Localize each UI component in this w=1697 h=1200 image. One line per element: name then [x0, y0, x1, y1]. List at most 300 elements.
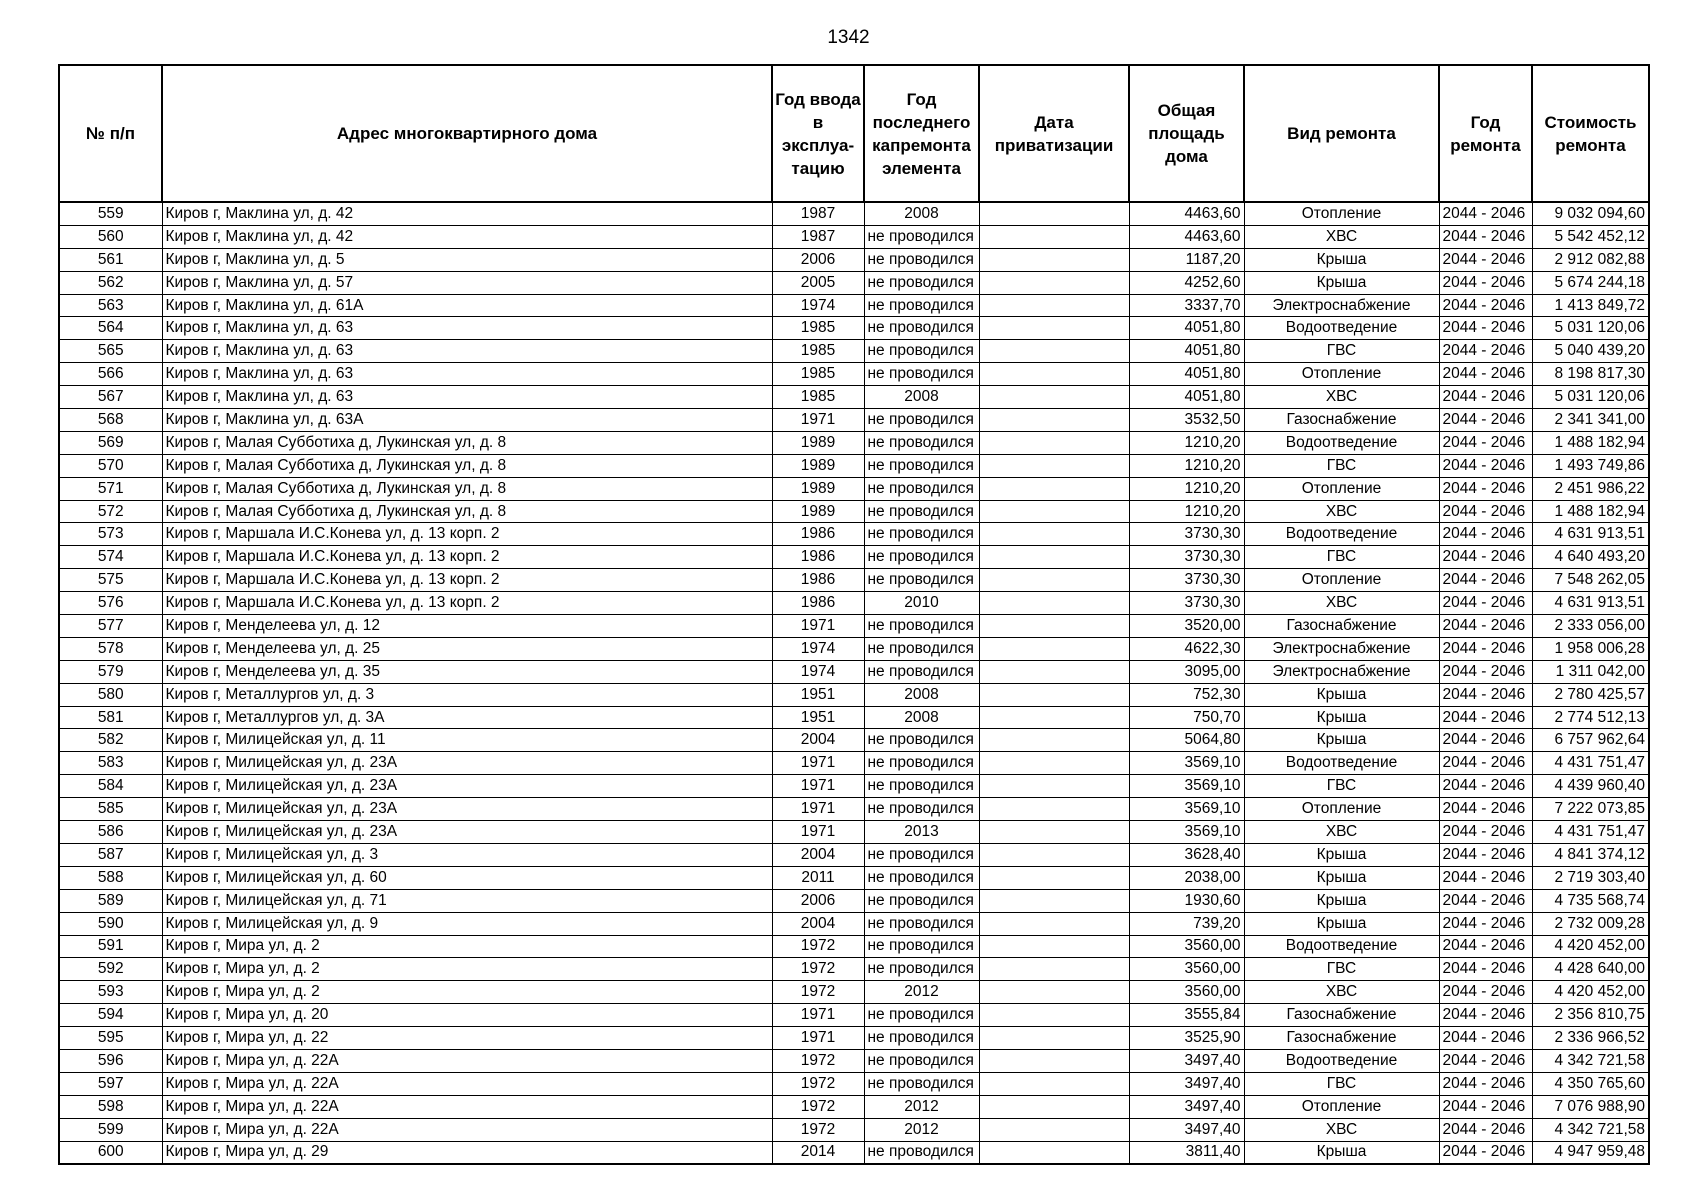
row-year-built: 1972 [772, 1049, 864, 1072]
table-row [59, 637, 1649, 660]
row-last-repair: не проводился [864, 317, 979, 340]
row-area: 4051,80 [1129, 317, 1244, 340]
row-privatization [979, 340, 1129, 363]
row-area: 3532,50 [1129, 409, 1244, 432]
row-privatization [979, 958, 1129, 981]
row-last-repair: не проводился [864, 500, 979, 523]
row-area: 3730,30 [1129, 569, 1244, 592]
row-repair-period: 2044 - 2046 [1439, 546, 1532, 569]
row-cost: 4 428 640,00 [1532, 958, 1649, 981]
row-last-repair: не проводился [864, 729, 979, 752]
row-address: Киров г, Маклина ул, д. 5 [162, 248, 772, 271]
row-number: 579 [59, 660, 162, 683]
row-last-repair: не проводился [864, 752, 979, 775]
row-area: 3497,40 [1129, 1095, 1244, 1118]
row-privatization [979, 1004, 1129, 1027]
row-cost: 1 488 182,94 [1532, 500, 1649, 523]
row-address: Киров г, Мира ул, д. 22А [162, 1072, 772, 1095]
row-area: 4252,60 [1129, 271, 1244, 294]
row-number: 564 [59, 317, 162, 340]
table-row [59, 935, 1649, 958]
row-privatization [979, 271, 1129, 294]
table-row [59, 523, 1649, 546]
table-row [59, 271, 1649, 294]
row-number: 588 [59, 866, 162, 889]
row-privatization [979, 409, 1129, 432]
row-repair-kind: Отопление [1244, 798, 1439, 821]
row-area: 3569,10 [1129, 798, 1244, 821]
table-row [59, 500, 1649, 523]
row-last-repair: не проводился [864, 843, 979, 866]
row-repair-kind: Электроснабжение [1244, 660, 1439, 683]
row-number: 574 [59, 546, 162, 569]
row-privatization [979, 294, 1129, 317]
row-privatization [979, 615, 1129, 638]
row-repair-kind: Газоснабжение [1244, 1004, 1439, 1027]
row-address: Киров г, Маклина ул, д. 63А [162, 409, 772, 432]
row-last-repair: 2008 [864, 386, 979, 409]
row-area: 3497,40 [1129, 1072, 1244, 1095]
row-privatization [979, 202, 1129, 225]
row-area: 3628,40 [1129, 843, 1244, 866]
table-row [59, 775, 1649, 798]
row-number: 559 [59, 202, 162, 225]
row-privatization [979, 843, 1129, 866]
row-repair-kind: ГВС [1244, 1072, 1439, 1095]
row-area: 4463,60 [1129, 225, 1244, 248]
row-area: 3525,90 [1129, 1027, 1244, 1050]
row-year-built: 1974 [772, 637, 864, 660]
row-last-repair: не проводился [864, 431, 979, 454]
row-repair-period: 2044 - 2046 [1439, 912, 1532, 935]
row-repair-kind: Отопление [1244, 1095, 1439, 1118]
page-number: 1342 [827, 27, 870, 48]
row-address: Киров г, Менделеева ул, д. 35 [162, 660, 772, 683]
row-repair-period: 2044 - 2046 [1439, 225, 1532, 248]
row-last-repair: не проводился [864, 409, 979, 432]
row-year-built: 2011 [772, 866, 864, 889]
row-number: 576 [59, 592, 162, 615]
table-row [59, 660, 1649, 683]
row-cost: 1 488 182,94 [1532, 431, 1649, 454]
row-repair-period: 2044 - 2046 [1439, 958, 1532, 981]
row-cost: 2 356 810,75 [1532, 1004, 1649, 1027]
row-repair-period: 2044 - 2046 [1439, 1118, 1532, 1141]
row-cost: 2 774 512,13 [1532, 706, 1649, 729]
row-privatization [979, 1049, 1129, 1072]
row-last-repair: не проводился [864, 615, 979, 638]
row-repair-kind: ХВС [1244, 821, 1439, 844]
row-address: Киров г, Менделеева ул, д. 12 [162, 615, 772, 638]
row-address: Киров г, Мира ул, д. 22А [162, 1049, 772, 1072]
row-year-built: 1986 [772, 569, 864, 592]
row-repair-kind: Водоотведение [1244, 523, 1439, 546]
row-year-built: 1989 [772, 477, 864, 500]
row-privatization [979, 798, 1129, 821]
row-year-built: 1972 [772, 958, 864, 981]
row-last-repair: не проводился [864, 569, 979, 592]
row-cost: 4 420 452,00 [1532, 981, 1649, 1004]
row-privatization [979, 775, 1129, 798]
row-repair-period: 2044 - 2046 [1439, 821, 1532, 844]
row-repair-kind: ХВС [1244, 500, 1439, 523]
table-row [59, 386, 1649, 409]
row-address: Киров г, Малая Субботиха д, Лукинская ул, д. 8 [162, 454, 772, 477]
row-address: Киров г, Мира ул, д. 2 [162, 981, 772, 1004]
row-cost: 4 350 765,60 [1532, 1072, 1649, 1095]
row-area: 3569,10 [1129, 821, 1244, 844]
row-area: 3497,40 [1129, 1118, 1244, 1141]
row-address: Киров г, Мира ул, д. 2 [162, 935, 772, 958]
row-number: 597 [59, 1072, 162, 1095]
header-privatization: Дата приватизации [979, 65, 1129, 202]
repair-table [58, 64, 1650, 1165]
row-address: Киров г, Маклина ул, д. 42 [162, 225, 772, 248]
row-repair-period: 2044 - 2046 [1439, 569, 1532, 592]
row-privatization [979, 1027, 1129, 1050]
row-last-repair: не проводился [864, 248, 979, 271]
row-year-built: 1989 [772, 431, 864, 454]
row-year-built: 1971 [772, 821, 864, 844]
row-last-repair: 2012 [864, 1095, 979, 1118]
row-cost: 4 841 374,12 [1532, 843, 1649, 866]
table-row [59, 592, 1649, 615]
row-number: 570 [59, 454, 162, 477]
row-year-built: 1971 [772, 615, 864, 638]
row-repair-period: 2044 - 2046 [1439, 386, 1532, 409]
row-last-repair: не проводился [864, 1004, 979, 1027]
row-year-built: 1986 [772, 546, 864, 569]
row-area: 3497,40 [1129, 1049, 1244, 1072]
table-row [59, 340, 1649, 363]
row-privatization [979, 569, 1129, 592]
row-area: 3730,30 [1129, 546, 1244, 569]
row-number: 563 [59, 294, 162, 317]
row-address: Киров г, Милицейская ул, д. 23А [162, 821, 772, 844]
table-row [59, 912, 1649, 935]
row-address: Киров г, Маршала И.С.Конева ул, д. 13 корп. 2 [162, 523, 772, 546]
row-number: 596 [59, 1049, 162, 1072]
table-row [59, 821, 1649, 844]
row-year-built: 2006 [772, 889, 864, 912]
table-row [59, 225, 1649, 248]
row-address: Киров г, Маршала И.С.Конева ул, д. 13 корп. 2 [162, 592, 772, 615]
row-privatization [979, 363, 1129, 386]
row-repair-kind: ХВС [1244, 592, 1439, 615]
row-area: 739,20 [1129, 912, 1244, 935]
row-area: 1930,60 [1129, 889, 1244, 912]
row-year-built: 2004 [772, 729, 864, 752]
table-row [59, 1118, 1649, 1141]
row-last-repair: не проводился [864, 1141, 979, 1164]
row-repair-period: 2044 - 2046 [1439, 683, 1532, 706]
row-repair-kind: Газоснабжение [1244, 615, 1439, 638]
row-year-built: 1951 [772, 706, 864, 729]
row-privatization [979, 1095, 1129, 1118]
row-cost: 5 031 120,06 [1532, 386, 1649, 409]
row-privatization [979, 935, 1129, 958]
row-address: Киров г, Маклина ул, д. 63 [162, 363, 772, 386]
row-cost: 1 311 042,00 [1532, 660, 1649, 683]
row-cost: 4 631 913,51 [1532, 592, 1649, 615]
row-privatization [979, 637, 1129, 660]
row-cost: 4 420 452,00 [1532, 935, 1649, 958]
row-repair-kind: Водоотведение [1244, 317, 1439, 340]
table-row [59, 477, 1649, 500]
row-number: 581 [59, 706, 162, 729]
row-privatization [979, 729, 1129, 752]
row-year-built: 1971 [772, 752, 864, 775]
row-cost: 1 493 749,86 [1532, 454, 1649, 477]
row-area: 3095,00 [1129, 660, 1244, 683]
row-last-repair: не проводился [864, 271, 979, 294]
row-area: 750,70 [1129, 706, 1244, 729]
row-last-repair: не проводился [864, 660, 979, 683]
table-row [59, 1027, 1649, 1050]
row-repair-period: 2044 - 2046 [1439, 271, 1532, 294]
row-year-built: 1972 [772, 1118, 864, 1141]
row-cost: 2 341 341,00 [1532, 409, 1649, 432]
header-last-repair: Год последнего капремонта элемента [864, 65, 979, 202]
table-row [59, 958, 1649, 981]
row-area: 752,30 [1129, 683, 1244, 706]
row-repair-period: 2044 - 2046 [1439, 1095, 1532, 1118]
row-number: 578 [59, 637, 162, 660]
row-address: Киров г, Милицейская ул, д. 71 [162, 889, 772, 912]
row-privatization [979, 523, 1129, 546]
row-last-repair: не проводился [864, 958, 979, 981]
row-address: Киров г, Мира ул, д. 20 [162, 1004, 772, 1027]
row-privatization [979, 477, 1129, 500]
row-repair-kind: Электроснабжение [1244, 294, 1439, 317]
row-number: 580 [59, 683, 162, 706]
row-repair-period: 2044 - 2046 [1439, 866, 1532, 889]
row-address: Киров г, Металлургов ул, д. 3А [162, 706, 772, 729]
row-privatization [979, 546, 1129, 569]
row-area: 4051,80 [1129, 340, 1244, 363]
table-row [59, 1049, 1649, 1072]
table-row [59, 409, 1649, 432]
table-row [59, 981, 1649, 1004]
row-last-repair: 2008 [864, 202, 979, 225]
row-number: 595 [59, 1027, 162, 1050]
row-cost: 8 198 817,30 [1532, 363, 1649, 386]
table-row [59, 1141, 1649, 1164]
row-repair-kind: ХВС [1244, 981, 1439, 1004]
row-address: Киров г, Мира ул, д. 29 [162, 1141, 772, 1164]
row-repair-kind: Водоотведение [1244, 752, 1439, 775]
row-number: 600 [59, 1141, 162, 1164]
row-number: 567 [59, 386, 162, 409]
table-row [59, 683, 1649, 706]
row-repair-kind: Отопление [1244, 363, 1439, 386]
row-last-repair: не проводился [864, 775, 979, 798]
row-cost: 4 640 493,20 [1532, 546, 1649, 569]
header-address: Адрес многоквартирного дома [162, 65, 772, 202]
table-row [59, 843, 1649, 866]
row-repair-kind: Отопление [1244, 477, 1439, 500]
row-year-built: 1972 [772, 1095, 864, 1118]
row-cost: 2 333 056,00 [1532, 615, 1649, 638]
row-last-repair: не проводился [864, 477, 979, 500]
row-repair-kind: ГВС [1244, 546, 1439, 569]
row-number: 560 [59, 225, 162, 248]
row-last-repair: не проводился [864, 546, 979, 569]
row-repair-kind: Крыша [1244, 1141, 1439, 1164]
row-repair-kind: Электроснабжение [1244, 637, 1439, 660]
row-address: Киров г, Маклина ул, д. 42 [162, 202, 772, 225]
row-last-repair: не проводился [864, 363, 979, 386]
row-repair-kind: Крыша [1244, 683, 1439, 706]
row-cost: 4 342 721,58 [1532, 1118, 1649, 1141]
row-repair-period: 2044 - 2046 [1439, 294, 1532, 317]
row-privatization [979, 660, 1129, 683]
row-number: 573 [59, 523, 162, 546]
row-area: 1210,20 [1129, 431, 1244, 454]
row-area: 3560,00 [1129, 958, 1244, 981]
table-row [59, 706, 1649, 729]
header-num: № п/п [59, 65, 162, 202]
row-year-built: 1985 [772, 317, 864, 340]
header-cost: Стоимость ремонта [1532, 65, 1649, 202]
row-area: 3569,10 [1129, 775, 1244, 798]
row-repair-kind: Крыша [1244, 843, 1439, 866]
row-repair-period: 2044 - 2046 [1439, 409, 1532, 432]
row-last-repair: не проводился [864, 1072, 979, 1095]
row-last-repair: не проводился [864, 889, 979, 912]
row-address: Киров г, Милицейская ул, д. 3 [162, 843, 772, 866]
row-number: 565 [59, 340, 162, 363]
row-address: Киров г, Маклина ул, д. 63 [162, 340, 772, 363]
row-repair-period: 2044 - 2046 [1439, 477, 1532, 500]
row-last-repair: не проводился [864, 454, 979, 477]
row-address: Киров г, Милицейская ул, д. 23А [162, 752, 772, 775]
row-privatization [979, 386, 1129, 409]
row-area: 4051,80 [1129, 386, 1244, 409]
row-repair-kind: Газоснабжение [1244, 1027, 1439, 1050]
row-cost: 5 674 244,18 [1532, 271, 1649, 294]
row-last-repair: не проводился [864, 866, 979, 889]
row-last-repair: 2012 [864, 981, 979, 1004]
row-privatization [979, 500, 1129, 523]
row-repair-period: 2044 - 2046 [1439, 363, 1532, 386]
header-area: Общая площадь дома [1129, 65, 1244, 202]
row-repair-kind: Крыша [1244, 866, 1439, 889]
header-year-built: Год ввода в эксплуа-тацию [772, 65, 864, 202]
row-year-built: 1989 [772, 454, 864, 477]
row-repair-kind: ГВС [1244, 958, 1439, 981]
row-repair-period: 2044 - 2046 [1439, 889, 1532, 912]
row-repair-kind: Крыша [1244, 271, 1439, 294]
row-repair-period: 2044 - 2046 [1439, 1141, 1532, 1164]
row-year-built: 2004 [772, 912, 864, 935]
row-repair-period: 2044 - 2046 [1439, 775, 1532, 798]
row-address: Киров г, Малая Субботиха д, Лукинская ул, д. 8 [162, 500, 772, 523]
row-repair-period: 2044 - 2046 [1439, 935, 1532, 958]
row-address: Киров г, Маклина ул, д. 57 [162, 271, 772, 294]
row-cost: 2 336 966,52 [1532, 1027, 1649, 1050]
row-area: 1210,20 [1129, 454, 1244, 477]
row-repair-kind: ГВС [1244, 340, 1439, 363]
table-body [59, 202, 1649, 1164]
row-repair-period: 2044 - 2046 [1439, 706, 1532, 729]
row-number: 599 [59, 1118, 162, 1141]
row-privatization [979, 592, 1129, 615]
row-year-built: 1986 [772, 523, 864, 546]
row-repair-kind: Газоснабжение [1244, 409, 1439, 432]
row-last-repair: 2008 [864, 683, 979, 706]
table-row [59, 363, 1649, 386]
row-repair-period: 2044 - 2046 [1439, 523, 1532, 546]
row-cost: 7 222 073,85 [1532, 798, 1649, 821]
row-repair-period: 2044 - 2046 [1439, 981, 1532, 1004]
row-number: 592 [59, 958, 162, 981]
row-address: Киров г, Маклина ул, д. 61А [162, 294, 772, 317]
row-year-built: 1971 [772, 409, 864, 432]
row-cost: 4 439 960,40 [1532, 775, 1649, 798]
row-address: Киров г, Милицейская ул, д. 11 [162, 729, 772, 752]
row-address: Киров г, Мира ул, д. 2 [162, 958, 772, 981]
row-cost: 5 040 439,20 [1532, 340, 1649, 363]
row-number: 591 [59, 935, 162, 958]
row-repair-period: 2044 - 2046 [1439, 637, 1532, 660]
row-last-repair: не проводился [864, 294, 979, 317]
table-row [59, 752, 1649, 775]
row-year-built: 1985 [772, 363, 864, 386]
table-row [59, 431, 1649, 454]
row-year-built: 1951 [772, 683, 864, 706]
row-cost: 5 542 452,12 [1532, 225, 1649, 248]
table-row [59, 1072, 1649, 1095]
row-area: 3569,10 [1129, 752, 1244, 775]
row-last-repair: не проводился [864, 1027, 979, 1050]
row-address: Киров г, Мира ул, д. 22А [162, 1118, 772, 1141]
row-repair-period: 2044 - 2046 [1439, 1049, 1532, 1072]
row-repair-kind: ХВС [1244, 386, 1439, 409]
row-area: 4463,60 [1129, 202, 1244, 225]
row-privatization [979, 225, 1129, 248]
row-year-built: 2004 [772, 843, 864, 866]
row-area: 1210,20 [1129, 500, 1244, 523]
row-repair-period: 2044 - 2046 [1439, 592, 1532, 615]
row-number: 583 [59, 752, 162, 775]
table-row [59, 1095, 1649, 1118]
row-privatization [979, 248, 1129, 271]
row-last-repair: 2010 [864, 592, 979, 615]
row-repair-period: 2044 - 2046 [1439, 454, 1532, 477]
row-cost: 1 958 006,28 [1532, 637, 1649, 660]
row-year-built: 1974 [772, 660, 864, 683]
table-row [59, 248, 1649, 271]
row-number: 598 [59, 1095, 162, 1118]
row-last-repair: 2012 [864, 1118, 979, 1141]
row-number: 575 [59, 569, 162, 592]
row-year-built: 1971 [772, 775, 864, 798]
row-privatization [979, 317, 1129, 340]
row-cost: 4 342 721,58 [1532, 1049, 1649, 1072]
row-repair-period: 2044 - 2046 [1439, 500, 1532, 523]
row-number: 589 [59, 889, 162, 912]
row-privatization [979, 683, 1129, 706]
row-cost: 7 548 262,05 [1532, 569, 1649, 592]
row-address: Киров г, Маклина ул, д. 63 [162, 386, 772, 409]
row-privatization [979, 866, 1129, 889]
row-last-repair: не проводился [864, 225, 979, 248]
row-year-built: 2006 [772, 248, 864, 271]
row-number: 561 [59, 248, 162, 271]
row-repair-period: 2044 - 2046 [1439, 1004, 1532, 1027]
row-number: 585 [59, 798, 162, 821]
